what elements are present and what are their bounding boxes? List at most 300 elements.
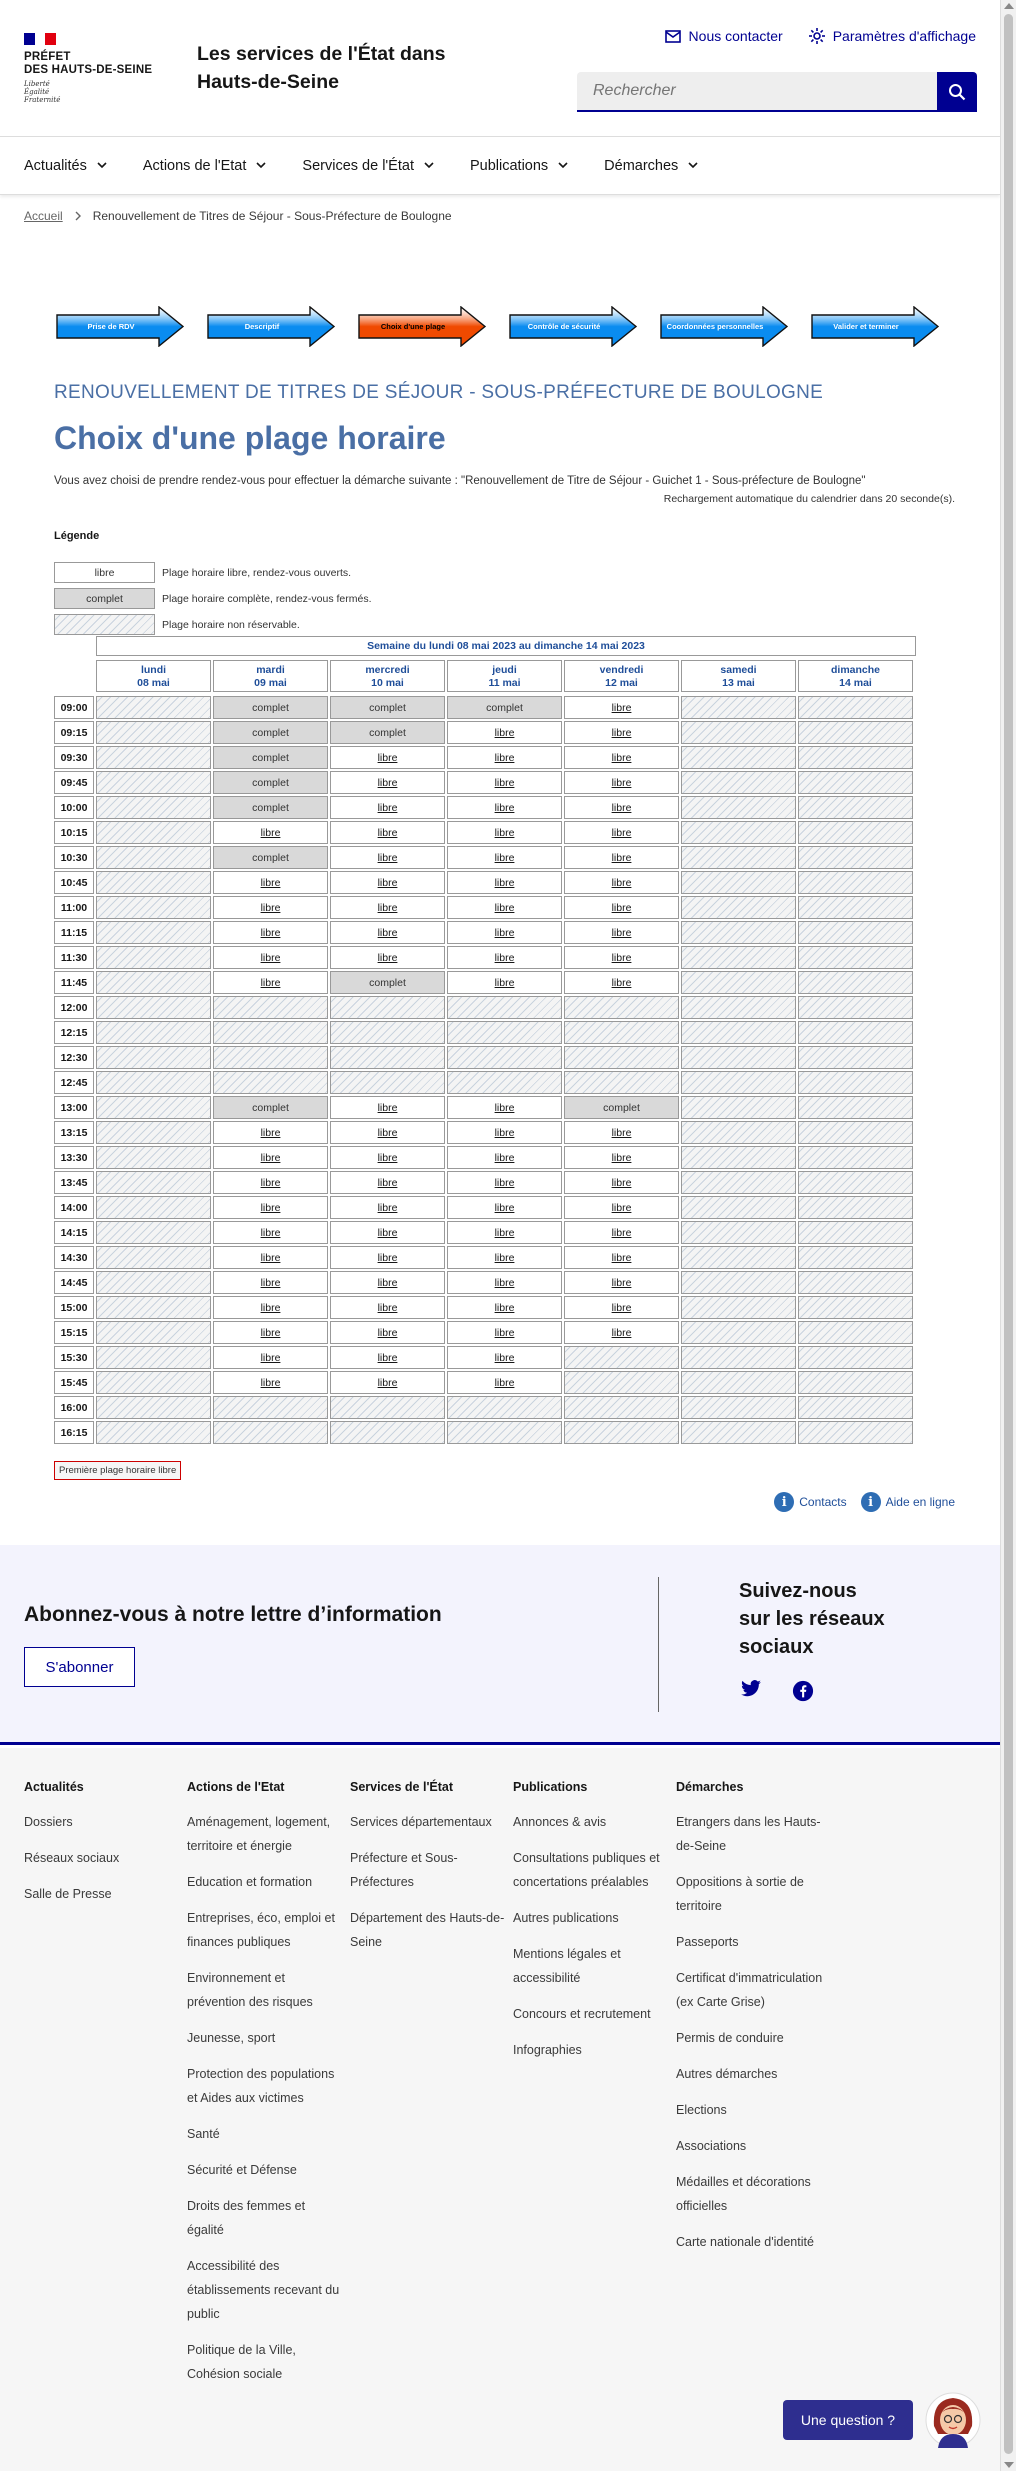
- footer-link[interactable]: Dossiers: [24, 1815, 73, 1829]
- nav-publications[interactable]: [470, 137, 568, 194]
- chat-button[interactable]: Une question ?: [783, 2400, 913, 2440]
- slot-row: [54, 821, 916, 844]
- footer-link[interactable]: Réseaux sociaux: [24, 1851, 120, 1865]
- slot-time: 15:30: [54, 1346, 94, 1369]
- slot-unavailable: [798, 1196, 913, 1219]
- slot-free[interactable]: libre: [447, 721, 562, 744]
- slot-free[interactable]: libre: [447, 1246, 562, 1269]
- slot-unavailable: [213, 1071, 328, 1094]
- slot-unavailable: [798, 1021, 913, 1044]
- day-name: lundi: [140, 664, 167, 676]
- step-2[interactable]: [206, 306, 336, 347]
- contacts-link[interactable]: [774, 1492, 846, 1512]
- slot-time: 15:00: [54, 1296, 94, 1319]
- slot-free[interactable]: libre: [447, 871, 562, 894]
- slot-unavailable: [213, 1046, 328, 1069]
- slot-unavailable: [96, 1196, 211, 1219]
- slot-unavailable: [330, 1071, 445, 1094]
- footer-link[interactable]: Sécurité et Défense: [187, 2163, 297, 2177]
- footer-column: [676, 1780, 831, 2266]
- slot-row: [54, 1296, 916, 1319]
- footer-link[interactable]: Entreprises, éco, emploi et finances publiques: [187, 1911, 335, 1949]
- slot-unavailable: [213, 996, 328, 1019]
- slot-free[interactable]: libre: [447, 1321, 562, 1344]
- slot-free[interactable]: libre: [213, 821, 328, 844]
- slot-unavailable: [96, 946, 211, 969]
- slot-row: [54, 746, 916, 769]
- nav-actualites[interactable]: [24, 137, 107, 194]
- slot-unavailable: [96, 1146, 211, 1169]
- slot-free[interactable]: libre: [330, 846, 445, 869]
- slot-free[interactable]: libre: [564, 746, 679, 769]
- slot-unavailable: [681, 1096, 796, 1119]
- footer-link[interactable]: Consultations publiques et concertations préalables: [513, 1851, 660, 1889]
- slot-time: 11:45: [54, 971, 94, 994]
- newsletter-section: [0, 1545, 1000, 1745]
- footer-link[interactable]: Accessibilité des établissements recevant du public: [187, 2259, 340, 2321]
- slot-free[interactable]: libre: [330, 1246, 445, 1269]
- slot-free[interactable]: libre: [447, 1096, 562, 1119]
- slot-unavailable: [96, 721, 211, 744]
- slot-unavailable: [798, 1221, 913, 1244]
- prefet-logo[interactable]: [24, 33, 174, 104]
- slot-row: [54, 1071, 916, 1094]
- day-name: jeudi: [492, 664, 517, 676]
- slot-row: [54, 896, 916, 919]
- slot-free[interactable]: libre: [564, 1296, 679, 1319]
- footer-link[interactable]: Salle de Presse: [24, 1887, 112, 1901]
- footer-link[interactable]: Annonces & avis: [513, 1815, 607, 1829]
- slot-free[interactable]: libre: [213, 1171, 328, 1194]
- slot-unavailable: [798, 1146, 913, 1169]
- slot-free[interactable]: libre: [213, 1146, 328, 1169]
- slot-unavailable: [798, 971, 913, 994]
- footer-link[interactable]: Concours et recrutement: [513, 2007, 651, 2021]
- slot-unavailable: [798, 796, 913, 819]
- slot-free[interactable]: libre: [447, 1271, 562, 1294]
- slot-free[interactable]: libre: [330, 1321, 445, 1344]
- slot-unavailable: [447, 1071, 562, 1094]
- newsletter-title: Abonnez-vous à notre lettre d’information: [24, 1603, 442, 1626]
- footer-link[interactable]: Associations: [676, 2139, 747, 2153]
- step-label: Choix d'une plage: [380, 322, 446, 331]
- slot-unavailable: [681, 921, 796, 944]
- contact-label: Nous contacter: [688, 28, 783, 44]
- first-free-slot-button[interactable]: Première plage horaire libre: [54, 1461, 181, 1480]
- slot-row: [54, 771, 916, 794]
- step-4[interactable]: [508, 306, 638, 347]
- slot-free[interactable]: libre: [447, 821, 562, 844]
- slot-unavailable: [213, 1021, 328, 1044]
- slot-unavailable: [96, 1221, 211, 1244]
- search-input[interactable]: [577, 72, 937, 112]
- footer-column: [513, 1780, 668, 2074]
- day-date: 13 mai: [722, 677, 755, 689]
- slot-unavailable: [681, 1121, 796, 1144]
- logo-line-2: DES HAUTS-DE-SEINE: [24, 64, 153, 76]
- info-icon: i: [861, 1492, 881, 1512]
- search-button[interactable]: [937, 72, 977, 112]
- site-footer: [0, 1748, 1000, 2471]
- slot-free[interactable]: libre: [330, 1121, 445, 1144]
- footer-link[interactable]: Elections: [676, 2103, 727, 2117]
- slot-free[interactable]: libre: [213, 1321, 328, 1344]
- devise-3: Fraternité: [24, 96, 61, 104]
- chevron-down-icon: [424, 162, 434, 169]
- step-label: Coordonnées personnelles: [666, 322, 764, 331]
- slot-free[interactable]: libre: [330, 821, 445, 844]
- slot-free[interactable]: libre: [564, 971, 679, 994]
- slot-unavailable: [798, 1296, 913, 1319]
- slot-unavailable: [798, 1046, 913, 1069]
- slot-unavailable: [447, 1046, 562, 1069]
- slot-unavailable: [798, 696, 913, 719]
- scroll-up-icon[interactable]: [1004, 3, 1014, 9]
- slot-unavailable: [447, 996, 562, 1019]
- footer-link[interactable]: Infographies: [513, 2043, 582, 2057]
- day-date: 09 mai: [254, 677, 287, 689]
- breadcrumb-home[interactable]: Accueil: [24, 209, 63, 223]
- slot-unavailable: [330, 1421, 445, 1444]
- site-header: [0, 0, 1000, 137]
- slot-free[interactable]: libre: [447, 971, 562, 994]
- slot-time: 12:45: [54, 1071, 94, 1094]
- slot-free[interactable]: libre: [564, 946, 679, 969]
- slot-free[interactable]: libre: [447, 1121, 562, 1144]
- slot-unavailable: [96, 1396, 211, 1419]
- slot-free[interactable]: libre: [213, 1296, 328, 1319]
- footer-link[interactable]: Protection des populations et Aides aux victimes: [187, 2067, 335, 2105]
- step-label: Valider et terminer: [833, 322, 899, 331]
- legend-row: [54, 614, 372, 635]
- slot-unavailable: [798, 1321, 913, 1344]
- week-label: Semaine du lundi 08 mai 2023 au dimanche 14 mai 2023: [96, 636, 916, 656]
- slot-unavailable: [96, 896, 211, 919]
- slot-unavailable: [681, 1271, 796, 1294]
- slot-row: [54, 846, 916, 869]
- slot-free[interactable]: libre: [330, 1221, 445, 1244]
- contacts-label: Contacts: [799, 1495, 847, 1509]
- legend-swatch: libre: [54, 562, 155, 583]
- scrollbar[interactable]: [1000, 0, 1016, 2471]
- slot-unavailable: [798, 746, 913, 769]
- slot-row: [54, 1121, 916, 1144]
- slot-unavailable: [681, 771, 796, 794]
- step-6[interactable]: [810, 306, 940, 347]
- slot-free[interactable]: libre: [213, 946, 328, 969]
- slot-row: [54, 1246, 916, 1269]
- footer-link[interactable]: Education et formation: [187, 1875, 313, 1889]
- slot-free[interactable]: libre: [564, 1221, 679, 1244]
- footer-link[interactable]: Autres démarches: [676, 2067, 778, 2081]
- slot-free[interactable]: libre: [447, 796, 562, 819]
- slot-free[interactable]: libre: [330, 1146, 445, 1169]
- page-title: Choix d'une plage horaire: [54, 420, 446, 456]
- slot-row: [54, 1146, 916, 1169]
- slot-free[interactable]: libre: [564, 1321, 679, 1344]
- slot-unavailable: [798, 846, 913, 869]
- slot-unavailable: [798, 1371, 913, 1394]
- footer-link[interactable]: Santé: [187, 2127, 220, 2141]
- slot-free[interactable]: libre: [213, 1221, 328, 1244]
- main-nav: [0, 137, 1000, 195]
- slot-unavailable: [447, 1421, 562, 1444]
- slot-free[interactable]: libre: [564, 1246, 679, 1269]
- slot-free[interactable]: libre: [447, 746, 562, 769]
- slot-free[interactable]: libre: [564, 871, 679, 894]
- online-help-label: Aide en ligne: [885, 1495, 955, 1509]
- slot-unavailable: [96, 1371, 211, 1394]
- slot-free[interactable]: libre: [330, 1271, 445, 1294]
- slot-unavailable: [96, 871, 211, 894]
- slot-free[interactable]: libre: [564, 1271, 679, 1294]
- footer-link[interactable]: Médailles et décorations officielles: [676, 2175, 811, 2213]
- slot-unavailable: [96, 1246, 211, 1269]
- slot-row: [54, 971, 916, 994]
- slot-free[interactable]: libre: [447, 921, 562, 944]
- slot-free[interactable]: libre: [330, 1196, 445, 1219]
- day-date: 08 mai: [137, 677, 170, 689]
- slot-free[interactable]: libre: [213, 971, 328, 994]
- slot-unavailable: [96, 746, 211, 769]
- slot-free[interactable]: libre: [447, 1171, 562, 1194]
- slot-time: 10:15: [54, 821, 94, 844]
- slot-time: 12:00: [54, 996, 94, 1019]
- footer-column-title: Services de l'État: [350, 1780, 454, 1794]
- slot-unavailable: [798, 1246, 913, 1269]
- slot-free[interactable]: libre: [564, 771, 679, 794]
- reload-countdown: Rechargement automatique du calendrier dans 20 seconde(s).: [663, 493, 955, 505]
- slot-unavailable: [798, 1171, 913, 1194]
- slot-unavailable: [681, 696, 796, 719]
- slot-free[interactable]: libre: [213, 1346, 328, 1369]
- site-title[interactable]: Les services de l'État dans Hauts-de-Seine: [197, 43, 446, 93]
- twitter-icon[interactable]: [740, 1680, 762, 1698]
- legend-swatch: [54, 614, 155, 635]
- legend-swatch: complet: [54, 588, 155, 609]
- footer-link[interactable]: Etrangers dans les Hauts-de-Seine: [676, 1815, 821, 1853]
- legend-row: [54, 588, 372, 609]
- slot-full: complet: [213, 796, 328, 819]
- slot-free[interactable]: libre: [564, 1196, 679, 1219]
- slot-free[interactable]: libre: [564, 796, 679, 819]
- slot-free[interactable]: libre: [330, 1171, 445, 1194]
- subscribe-button[interactable]: S'abonner: [24, 1647, 135, 1687]
- slot-free[interactable]: libre: [330, 921, 445, 944]
- slot-unavailable: [798, 921, 913, 944]
- slot-unavailable: [681, 946, 796, 969]
- slot-free[interactable]: libre: [213, 1196, 328, 1219]
- display-settings-link[interactable]: [809, 28, 976, 44]
- slot-time: 14:15: [54, 1221, 94, 1244]
- slot-free[interactable]: libre: [447, 1296, 562, 1319]
- slot-unavailable: [681, 746, 796, 769]
- slot-free[interactable]: libre: [564, 721, 679, 744]
- slot-free[interactable]: libre: [564, 1146, 679, 1169]
- slot-row: [54, 1396, 916, 1419]
- slot-unavailable: [681, 846, 796, 869]
- day-name: mercredi: [365, 664, 410, 676]
- slot-unavailable: [564, 1421, 679, 1444]
- slot-free[interactable]: libre: [213, 1371, 328, 1394]
- slot-unavailable: [564, 1346, 679, 1369]
- slot-free[interactable]: libre: [213, 896, 328, 919]
- step-label: Prise de RDV: [87, 322, 135, 331]
- slot-time: 15:15: [54, 1321, 94, 1344]
- slot-free[interactable]: libre: [447, 1146, 562, 1169]
- slot-free[interactable]: libre: [447, 896, 562, 919]
- slot-unavailable: [564, 996, 679, 1019]
- nav-actions-etat[interactable]: [143, 137, 267, 194]
- nav-label: Démarches: [604, 157, 679, 174]
- slot-row: [54, 1221, 916, 1244]
- slot-free[interactable]: libre: [447, 846, 562, 869]
- slot-row: [54, 1346, 916, 1369]
- slot-free[interactable]: libre: [447, 1221, 562, 1244]
- slot-unavailable: [681, 1246, 796, 1269]
- slot-time: 10:00: [54, 796, 94, 819]
- legend-text: Plage horaire libre, rendez-vous ouverts.: [162, 566, 352, 579]
- slot-free[interactable]: libre: [330, 746, 445, 769]
- nav-demarches[interactable]: [604, 137, 698, 194]
- slot-free[interactable]: libre: [213, 1246, 328, 1269]
- footer-link[interactable]: Carte nationale d'identité: [676, 2235, 814, 2249]
- footer-link[interactable]: Mentions légales et accessibilité: [513, 1947, 621, 1985]
- footer-link[interactable]: Oppositions à sortie de territoire: [676, 1875, 804, 1913]
- slot-unavailable: [96, 796, 211, 819]
- slot-full: complet: [213, 771, 328, 794]
- step-5[interactable]: [659, 306, 789, 347]
- slot-free[interactable]: libre: [330, 1096, 445, 1119]
- slot-unavailable: [681, 721, 796, 744]
- slot-unavailable: [681, 1371, 796, 1394]
- slot-time: 13:30: [54, 1146, 94, 1169]
- slot-full: complet: [213, 846, 328, 869]
- footer-link[interactable]: Jeunesse, sport: [187, 2031, 276, 2045]
- slot-free[interactable]: libre: [564, 1171, 679, 1194]
- slot-unavailable: [681, 896, 796, 919]
- slot-unavailable: [447, 1396, 562, 1419]
- slot-full: complet: [447, 696, 562, 719]
- slot-free[interactable]: libre: [447, 771, 562, 794]
- slot-unavailable: [96, 921, 211, 944]
- nav-services-etat[interactable]: [302, 137, 434, 194]
- step-3[interactable]: [357, 306, 487, 347]
- footer-link[interactable]: Préfecture et Sous-Préfectures: [350, 1851, 458, 1889]
- slot-row: [54, 1321, 916, 1344]
- footer-column-title: Publications: [513, 1780, 588, 1794]
- slot-free[interactable]: libre: [564, 921, 679, 944]
- footer-link[interactable]: Aménagement, logement, territoire et énergie: [187, 1815, 331, 1853]
- slot-unavailable: [564, 1371, 679, 1394]
- footer-link[interactable]: Passeports: [676, 1935, 739, 1949]
- slot-free[interactable]: libre: [330, 771, 445, 794]
- day-date: 14 mai: [839, 677, 872, 689]
- slot-free[interactable]: libre: [330, 1346, 445, 1369]
- step-1[interactable]: [55, 306, 185, 347]
- slot-row: [54, 921, 916, 944]
- slot-row: [54, 1371, 916, 1394]
- slot-time: 09:30: [54, 746, 94, 769]
- slot-unavailable: [681, 821, 796, 844]
- footer-link[interactable]: Droits des femmes et égalité: [187, 2199, 306, 2237]
- slot-unavailable: [798, 996, 913, 1019]
- slot-free[interactable]: libre: [213, 1121, 328, 1144]
- slot-full: complet: [213, 696, 328, 719]
- slot-free[interactable]: libre: [564, 896, 679, 919]
- day-date: 11 mai: [488, 677, 521, 689]
- chevron-down-icon: [97, 162, 107, 169]
- day-date: 10 mai: [371, 677, 404, 689]
- slot-free[interactable]: libre: [564, 821, 679, 844]
- slot-free[interactable]: libre: [330, 1371, 445, 1394]
- slot-free[interactable]: libre: [564, 696, 679, 719]
- footer-link[interactable]: Autres publications: [513, 1911, 619, 1925]
- slot-unavailable: [96, 971, 211, 994]
- slot-unavailable: [96, 821, 211, 844]
- scroll-down-icon[interactable]: [1004, 2462, 1014, 2468]
- slot-free[interactable]: libre: [330, 871, 445, 894]
- footer-link[interactable]: Services départementaux: [350, 1815, 492, 1829]
- slot-free[interactable]: libre: [447, 946, 562, 969]
- slot-free[interactable]: libre: [330, 796, 445, 819]
- slot-unavailable: [447, 1021, 562, 1044]
- slot-unavailable: [96, 1096, 211, 1119]
- intro-text: Vous avez choisi de prendre rendez-vous pour effectuer la démarche suivante : "Renouvellement de Titre de Séjour - Guichet 1 - Sous-préfecture de Boulogne": [54, 475, 866, 487]
- contact-link[interactable]: [665, 28, 783, 44]
- slot-unavailable: [681, 971, 796, 994]
- footer-link[interactable]: Département des Hauts-de-Seine: [350, 1911, 505, 1949]
- slot-free[interactable]: libre: [213, 1271, 328, 1294]
- footer-column: [24, 1780, 179, 1918]
- footer-link[interactable]: Politique de la Ville, Cohésion sociale: [187, 2343, 296, 2381]
- day-name: dimanche: [830, 664, 880, 676]
- slot-unavailable: [681, 1021, 796, 1044]
- facebook-icon[interactable]: [792, 1680, 814, 1702]
- slot-free[interactable]: libre: [564, 846, 679, 869]
- slot-free[interactable]: libre: [564, 1121, 679, 1144]
- slot-time: 14:45: [54, 1271, 94, 1294]
- scrollbar-thumb[interactable]: [1004, 14, 1013, 2454]
- slot-unavailable: [798, 1271, 913, 1294]
- day-name: mardi: [256, 664, 285, 676]
- footer-link[interactable]: Certificat d'immatriculation (ex Carte Grise): [676, 1971, 823, 2009]
- slot-unavailable: [681, 1421, 796, 1444]
- slot-time: 11:15: [54, 921, 94, 944]
- footer-link[interactable]: Permis de conduire: [676, 2031, 784, 2045]
- slot-free[interactable]: libre: [330, 1296, 445, 1319]
- footer-link[interactable]: Environnement et prévention des risques: [187, 1971, 313, 2009]
- slot-free[interactable]: libre: [447, 1196, 562, 1219]
- slot-free[interactable]: libre: [447, 1371, 562, 1394]
- online-help-link[interactable]: [861, 1492, 955, 1512]
- slot-calendar: [54, 636, 916, 1446]
- slot-free[interactable]: libre: [330, 946, 445, 969]
- slot-unavailable: [96, 1021, 211, 1044]
- slot-full: complet: [564, 1096, 679, 1119]
- slot-unavailable: [681, 1071, 796, 1094]
- procedure-subtitle: RENOUVELLEMENT DE TITRES DE SÉJOUR - SOUS-PRÉFECTURE DE BOULOGNE: [54, 382, 824, 403]
- slot-time: 09:45: [54, 771, 94, 794]
- slot-free[interactable]: libre: [330, 896, 445, 919]
- slot-free[interactable]: libre: [213, 921, 328, 944]
- slot-free[interactable]: libre: [447, 1346, 562, 1369]
- day-header: [681, 660, 796, 692]
- slot-free[interactable]: libre: [213, 871, 328, 894]
- slot-row: [54, 1021, 916, 1044]
- chat-avatar-icon[interactable]: [924, 2388, 982, 2448]
- day-name: samedi: [720, 664, 757, 676]
